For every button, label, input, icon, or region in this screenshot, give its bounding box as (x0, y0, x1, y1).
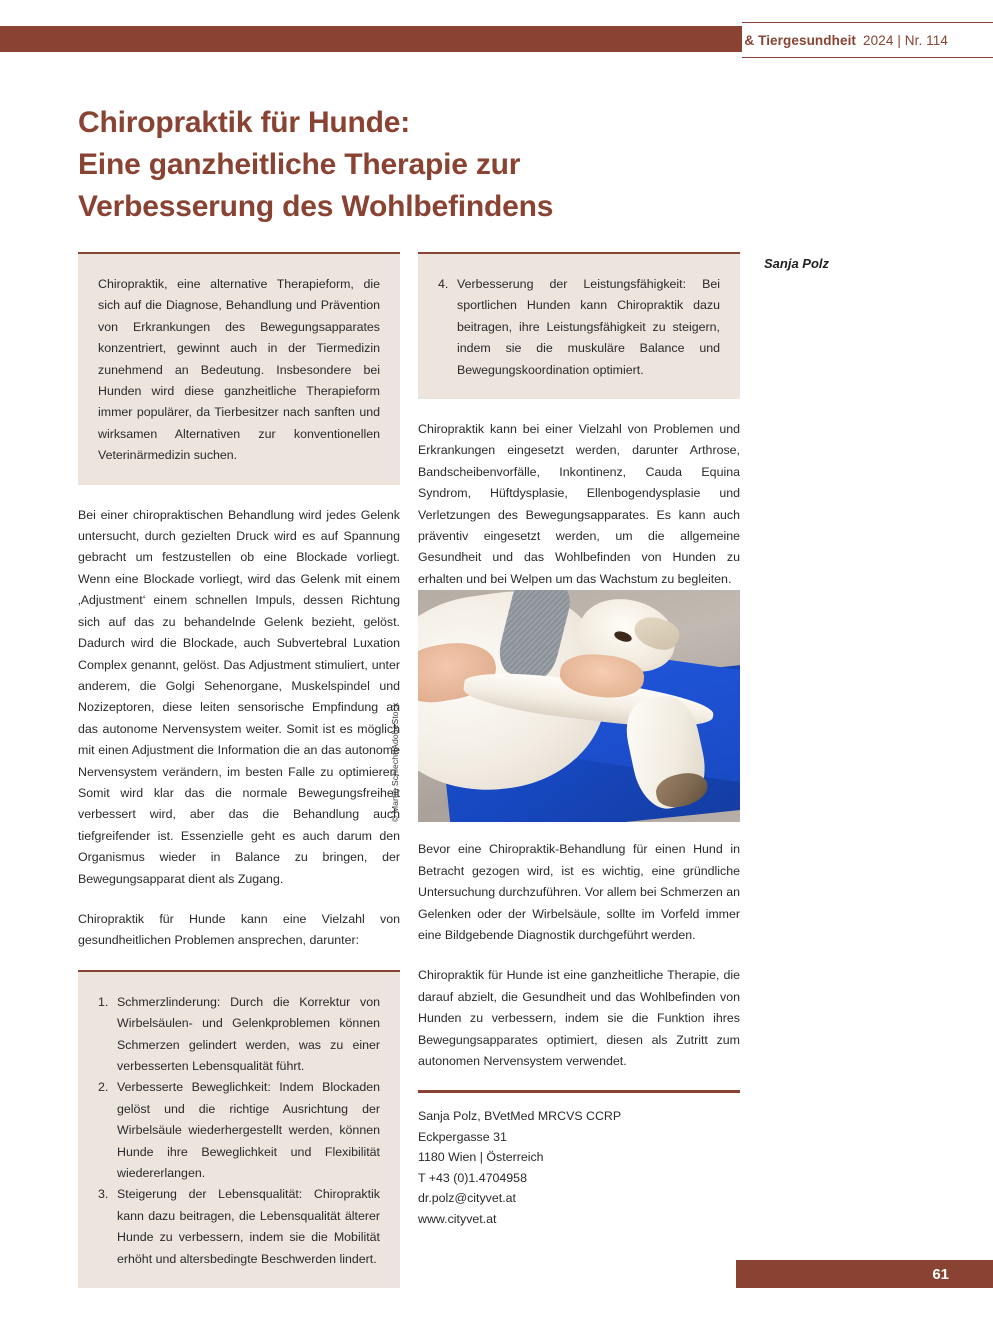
photo-credit: © Martin Schlecht/AdobeStock (390, 702, 400, 823)
publication-title: OM & Tiergesundheit (718, 32, 857, 48)
header-masthead (718, 22, 993, 58)
right-body-text-top (418, 419, 740, 590)
photo-caption: Bevor eine Chiropraktik-Behandlung für einen Hund in Betracht gezogen wird, ist es wichtig, eine gründliche Untersuchung durchzuführen. Vor allem bei Schmerzen an Gelenken oder der Wirbelsäule, sollte im Vorfeld immer eine Bildgebende Diagnostik durchgeführt werden. (418, 842, 740, 942)
list-item-number: 1. (98, 994, 109, 1009)
page-title-line-2: Eine ganzheitliche Therapie zur (78, 148, 521, 182)
article-author: Sanja Polz (764, 256, 830, 271)
right-paragraph-1: Chiropraktik kann bei einer Vielzahl von Problemen und Erkrankungen eingesetzt werden, darunter Arthrose, Bandscheibenvorfälle, Inkontinenz, Cauda Equina Syndrom, Hüftdysplasie, Ellenbogendysplasie und Verletzungen des Bewegungsapparates. Es kann auch präventiv eingesetzt werden, um die allgemeine Gesundheit und das Wohlbefinden von Hunden zu erhalten und bei Welpen um das Wachstum zu begleiten. (418, 422, 740, 586)
list-item (98, 1184, 380, 1270)
right-column (390, 252, 740, 1229)
contact-street: Eckpergasse 31 (418, 1129, 507, 1144)
list-item-number: 4. (438, 277, 449, 291)
benefits-list-box (78, 970, 400, 1288)
page-title (78, 102, 778, 228)
page-title-line-1: Chiropraktik für Hunde: (78, 106, 411, 140)
left-column (78, 252, 400, 1288)
list-item-text: Schmerzlinderung: Durch die Korrektur von Wirbelsäulen- und Gelenkproblemen können Schmerzen gelindert werden, was zu einer verbesserten Lebensqualität führt. (117, 994, 380, 1073)
page-number: 61 (932, 1266, 949, 1283)
page-header (0, 0, 993, 78)
page-title-line-3: Verbesserung des Wohlbefindens (78, 190, 554, 224)
footer-brown-bar (736, 1260, 993, 1288)
benefits-list (98, 992, 380, 1270)
left-paragraph-2: Chiropraktik für Hunde kann eine Vielzahl von gesundheitlichen Problemen ansprechen, darunter: (78, 911, 400, 948)
contact-phone: T +43 (0)1.4704958 (418, 1170, 527, 1185)
header-brown-bar (0, 26, 742, 52)
list-item-text: Verbesserte Beweglichkeit: Indem Blockaden gelöst und die richtige Ausrichtung der Wirbelsäule wiederhergestellt werden, können Hunde ihre Beweglichkeit und Flexibilität wiedererlangen. (117, 1080, 380, 1181)
right-body-text-bottom (418, 839, 740, 1072)
list-item-text: Steigerung der Lebensqualität: Chiropraktik kann dazu beitragen, die Lebensqualität älterer Hunde zu verbessern, indem sie die Mobilität erhöht und altersbedingte Beschwerden lindert. (117, 1187, 380, 1266)
spacer (78, 952, 400, 970)
contact-name: Sanja Polz, BVetMed MRCVS CCRP (418, 1109, 622, 1124)
article-photo (418, 590, 740, 822)
benefits-list-continued (438, 274, 720, 381)
list-item-text: Verbesserung der Leistungsfähigkeit: Bei sportlichen Hunden kann Chiropraktik dazu beitragen, ihre Leistungsfähigkeit zu steigern, indem sie die muskuläre Balance und Bewegungskoordination optimiert. (457, 277, 720, 377)
list-item-number: 2. (98, 1080, 109, 1095)
publication-issue: 2024 | Nr. 114 (863, 32, 948, 48)
intro-callout-box (78, 252, 400, 485)
contact-city: 1180 Wien | Österreich (418, 1150, 544, 1165)
list-item (98, 1077, 380, 1184)
contact-email[interactable]: dr.polz@cityvet.at (418, 1191, 516, 1206)
author-contact-block (418, 1090, 740, 1229)
spacer (78, 485, 400, 505)
spacer (418, 399, 740, 419)
benefits-list-box-continued (418, 252, 740, 399)
article-photo-wrap (390, 590, 740, 823)
spacer (418, 1072, 740, 1090)
list-item-number: 3. (98, 1187, 109, 1202)
contact-website[interactable]: www.cityvet.at (418, 1211, 497, 1226)
list-item (98, 992, 380, 1078)
left-body-text (78, 505, 400, 952)
left-paragraph-1: Bei einer chiropraktischen Behandlung wird jedes Gelenk untersucht, durch gezielten Druck wird es auf Spannung gebracht um festzustellen ob eine Blockade vorliegt. Wenn eine Blockade vorliegt, wird das Gelenk mit einem ‚Adjustment‘ einem schnellen Impuls, dessen Richtung sich auf das zu behandelnde Gelenk bezieht, gelöst. Dadurch wird die Blockade, auch Subvertebral Luxation Complex genannt, gelöst. Das Adjustment stimuliert, unter anderem, die Golgi Sehenorgane, Muskelspindel und Nozizeptoren, diese leiten sensorische Empfindung an das autonome Nervensystem weiter. Somit ist es möglich mit einen Adjustment die Information die an das autonome Nervensystem verändern, im besten Falle zu optimieren. Somit wird klar das die normale Bewegungsfreiheit verbessert wird, aber das die Behandlung auch tiefgreifender ist. Essenzielle geht es auch darum den Organismus wieder in Balance zu bringen, der Bewegungsapparat dient als Zugang. (78, 507, 400, 886)
intro-callout-text: Chiropraktik, eine alternative Therapieform, die sich auf die Diagnose, Behandlung und Prävention von Erkrankungen des Bewegungsapparates konzentriert, gewinnt auch in der Tiermedizin zunehmend an Bedeutung. Insbesondere bei Hunden wird diese ganzheitliche Therapieform immer populärer, da Tierbesitzer nach sanften und wirksamen Alternativen zur konventionellen Veterinärmedizin suchen. (98, 277, 380, 463)
list-item (438, 274, 720, 381)
right-paragraph-2: Chiropraktik für Hunde ist eine ganzheitliche Therapie, die darauf abzielt, die Gesundheit und das Wohlbefinden von Hunden zu verbessern, indem sie die Funktion ihres Bewegungsapparates optimiert, diesen als Zutritt zum autonomen Nervensystem verwendet. (418, 968, 740, 1068)
